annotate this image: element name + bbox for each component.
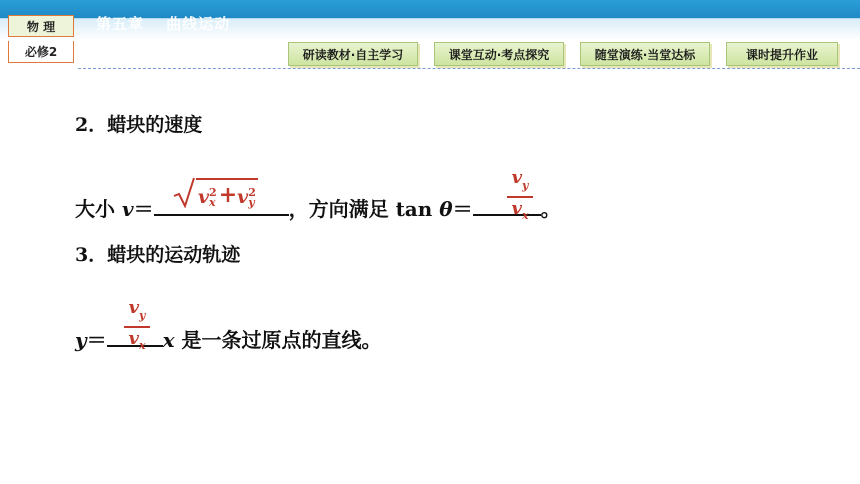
frac-numerator <box>512 168 529 195</box>
heading-trajectory: 3．蜡块的运动轨迹 <box>75 244 241 266</box>
chapter-title: 第五章 曲线运动 <box>96 15 231 33</box>
vx-sup: 2 <box>209 186 217 199</box>
speed-period: 。 <box>540 197 561 221</box>
trajectory-line <box>75 324 382 353</box>
vx-scripts <box>209 188 217 208</box>
num-sub: y <box>522 178 529 192</box>
plus-sign: + <box>218 182 238 208</box>
traj-den-sub: x <box>138 339 146 353</box>
traj-x: x <box>162 328 175 352</box>
vy-scripts <box>248 188 256 208</box>
sqrt-icon <box>172 176 196 208</box>
frac-denominator <box>511 199 528 226</box>
num-var: v <box>511 167 523 188</box>
speed-answer <box>172 176 258 208</box>
vy-sup: 2 <box>248 186 256 199</box>
traj-num-var: v <box>128 297 140 318</box>
vx-sub: x <box>209 196 216 209</box>
traj-fraction <box>124 298 150 355</box>
tan-fraction <box>507 168 533 225</box>
speed-line <box>75 193 561 222</box>
speed-var: v <box>121 197 134 221</box>
tab-practice[interactable]: 随堂演练·当堂达标 <box>580 42 710 66</box>
heading-speed: 2．蜡块的速度 <box>75 114 203 136</box>
theta-symbol: θ <box>439 197 453 221</box>
traj-equals: ＝ <box>86 328 107 352</box>
traj-frac-denominator <box>128 329 145 356</box>
book-label: 必修2 <box>8 41 74 63</box>
sqrt-radicand <box>196 178 258 208</box>
traj-y: y <box>75 328 87 352</box>
tab-class-interaction[interactable]: 课堂互动·考点探究 <box>434 42 564 66</box>
speed-blank <box>154 214 289 216</box>
speed-prefix: 大小 <box>75 197 115 221</box>
direction-text: ，方向满足 <box>288 197 389 221</box>
traj-num-sub: y <box>139 308 146 322</box>
tab-study-textbook[interactable]: 研读教材·自主学习 <box>288 42 418 66</box>
speed-equals: ＝ <box>133 197 154 221</box>
vx-var: v <box>198 186 210 208</box>
den-sub: x <box>521 209 529 223</box>
tan-text: tan <box>395 197 433 221</box>
traj-text: 是一条过原点的直线。 <box>181 328 382 352</box>
vy-var: v <box>237 186 249 208</box>
vy-sub: y <box>248 196 255 209</box>
traj-frac-numerator <box>129 298 146 325</box>
direction-equals: ＝ <box>452 197 473 221</box>
traj-den-var: v <box>128 327 139 349</box>
subject-label: 物 理 <box>8 15 74 37</box>
den-var: v <box>511 197 522 219</box>
tab-homework[interactable]: 课时提升作业 <box>726 42 838 66</box>
